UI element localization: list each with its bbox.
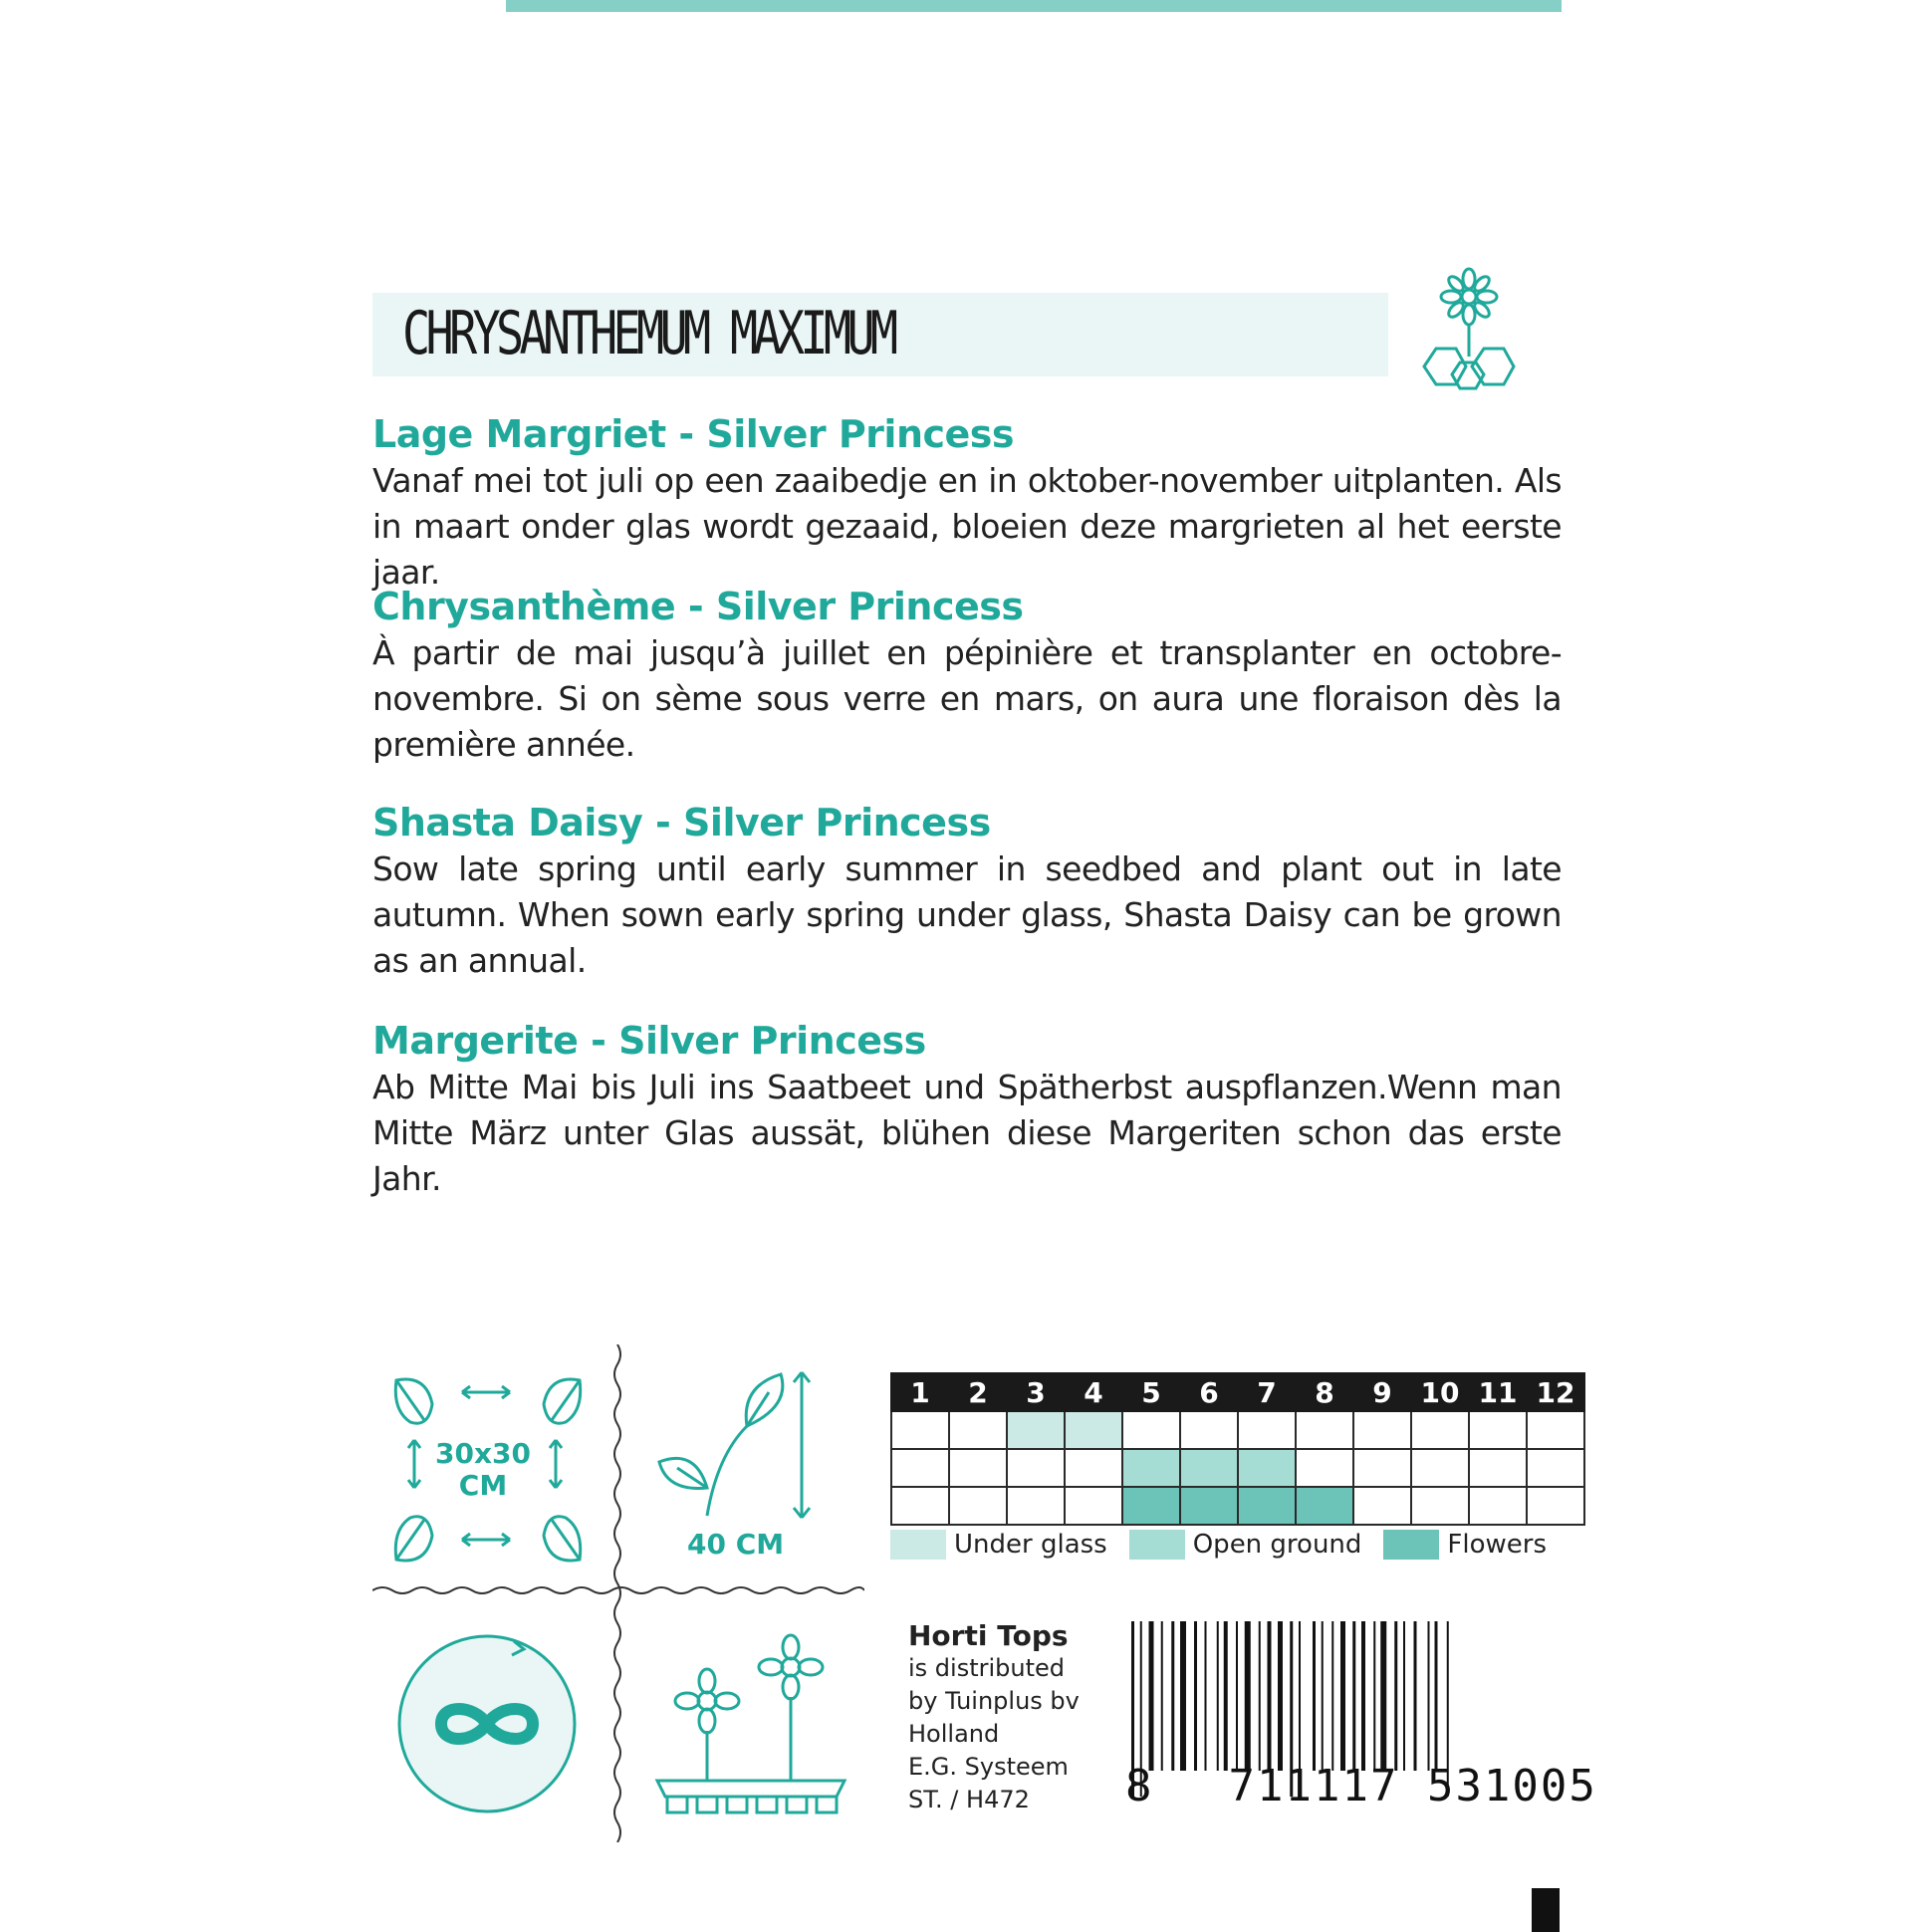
calendar-cell: [1411, 1487, 1469, 1525]
calendar-cell: [1238, 1449, 1296, 1487]
section-title: Lage Margriet - Silver Princess: [372, 412, 1015, 456]
flower-tray-icon: [653, 1621, 848, 1816]
barcode-group1: 711117: [1228, 1761, 1399, 1811]
legend-open-ground: [1129, 1530, 1362, 1560]
calendar-cell: [1065, 1487, 1122, 1525]
section-body: À partir de mai jusqu’à juillet en pépinière et transplanter en octobre-novembre. Si on sème sous verre en mars, on aura une floraison dès la première année.: [372, 633, 1562, 764]
calendar-month-header: 8: [1296, 1373, 1353, 1411]
calendar-cell: [1238, 1411, 1296, 1449]
legend-label: Flowers: [1447, 1530, 1548, 1560]
distributor-brand: Horti Tops: [908, 1619, 1069, 1652]
calendar-cell: [1122, 1411, 1180, 1449]
section-body: Ab Mitte Mai bis Juli ins Saatbeet und Spätherbst auspflanzen.Wenn man Mitte März unter Glas aussät, blühen diese Margeriten schon das erste Jahr.: [372, 1068, 1562, 1198]
calendar-cell: [1296, 1449, 1353, 1487]
barcode-bar: [1259, 1621, 1261, 1771]
barcode-bar: [1299, 1621, 1301, 1771]
print-mark: [1532, 1888, 1560, 1932]
calendar-cell: [891, 1487, 949, 1525]
legend-label: Under glass: [954, 1530, 1107, 1560]
barcode-bar: [1194, 1621, 1197, 1771]
barcode-bar: [1205, 1621, 1207, 1771]
barcode-bar: [1414, 1621, 1417, 1771]
legend-swatch: [1129, 1530, 1185, 1560]
barcode-group2: 531005: [1426, 1761, 1597, 1811]
section-body: Sow late spring until early summer in seedbed and plant out in late autumn. When sown early spring under glass, Shasta Daisy can be grown as an annual.: [372, 849, 1562, 980]
section-english: [372, 799, 1562, 984]
barcode-bar: [1361, 1621, 1365, 1771]
barcode-bar: [1268, 1621, 1272, 1771]
latin-name: CHRYSANTHEMUM MAXIMUM: [402, 299, 894, 368]
legend-swatch: [890, 1530, 946, 1560]
calendar-month-header: 6: [1180, 1373, 1238, 1411]
calendar-cell: [1527, 1449, 1584, 1487]
calendar-cell: [1065, 1411, 1122, 1449]
calendar-cell: [1296, 1411, 1353, 1449]
height-label: 40 CM: [687, 1528, 785, 1561]
calendar-cell: [1527, 1411, 1584, 1449]
calendar-cell: [1180, 1449, 1238, 1487]
legend-flowers: [1383, 1530, 1547, 1560]
section-body: Vanaf mei tot juli op een zaaibedje en in oktober-november uitplanten. Als in maart onder glas wordt gezaaid, bloeien deze margrieten al het eerste jaar.: [372, 461, 1562, 592]
calendar-cell: [1411, 1449, 1469, 1487]
distributor-line: E.G. Systeem: [908, 1753, 1069, 1781]
calendar-month-header: 9: [1353, 1373, 1411, 1411]
barcode-bar: [1224, 1621, 1228, 1771]
calendar-row: [891, 1411, 1584, 1449]
barcode-bar: [1322, 1621, 1324, 1771]
calendar-cell: [1180, 1411, 1238, 1449]
calendar-cell: [1353, 1487, 1411, 1525]
calendar-cell: [1469, 1487, 1527, 1525]
legend-label: Open ground: [1192, 1530, 1362, 1560]
calendar-month-header: 7: [1238, 1373, 1296, 1411]
barcode-bar: [1236, 1621, 1238, 1771]
plant-pot-icon: [1414, 267, 1524, 396]
calendar-month-header: 4: [1065, 1373, 1122, 1411]
distributor-line: ST. / H472: [908, 1786, 1030, 1813]
spacing-label: [428, 1438, 538, 1502]
barcode-bar: [1180, 1621, 1186, 1771]
section-german: [372, 1017, 1562, 1202]
calendar-cell: [1353, 1449, 1411, 1487]
barcode-bar: [1403, 1621, 1405, 1771]
calendar-cell: [1411, 1411, 1469, 1449]
calendar-month-header: 1: [891, 1373, 949, 1411]
calendar-cell: [1065, 1449, 1122, 1487]
calendar-cell: [1007, 1411, 1065, 1449]
barcode-bar: [1380, 1621, 1386, 1771]
barcode-bar: [1161, 1621, 1163, 1771]
barcode-bar: [1171, 1621, 1174, 1771]
barcode-bar: [1278, 1621, 1283, 1771]
top-color-bar: [506, 0, 1562, 12]
calendar-month-header: 5: [1122, 1373, 1180, 1411]
barcode-bar: [1373, 1621, 1375, 1771]
calendar-legend: [890, 1530, 1547, 1560]
legend-swatch: [1383, 1530, 1439, 1560]
calendar-cell: [891, 1411, 949, 1449]
calendar-cell: [1122, 1449, 1180, 1487]
calendar-month-header: 11: [1469, 1373, 1527, 1411]
distributor-line: by Tuinplus bv: [908, 1687, 1080, 1715]
section-title: Margerite - Silver Princess: [372, 1019, 926, 1063]
barcode-bar: [1340, 1621, 1345, 1771]
barcode-bar: [1331, 1621, 1333, 1771]
height-seedling-icon: [657, 1368, 827, 1528]
calendar-cell: [949, 1449, 1007, 1487]
distributor-line: Holland: [908, 1720, 1000, 1748]
calendar-header-row: [891, 1373, 1584, 1411]
barcode-bar: [1149, 1621, 1154, 1771]
calendar-cell: [949, 1411, 1007, 1449]
section-title: Shasta Daisy - Silver Princess: [372, 801, 991, 845]
perennial-infinity-icon: [394, 1629, 580, 1814]
sowing-calendar: [890, 1372, 1585, 1526]
calendar-cell: [1469, 1411, 1527, 1449]
calendar-cell: [1527, 1487, 1584, 1525]
spacing-label-line1: 30x30: [435, 1437, 531, 1470]
distributor-info: [908, 1619, 1080, 1816]
section-dutch: [372, 410, 1562, 596]
barcode-first-digit: 8: [1125, 1761, 1154, 1811]
calendar-cell: [891, 1449, 949, 1487]
calendar-cell: [1353, 1411, 1411, 1449]
calendar-row: [891, 1487, 1584, 1525]
barcode-bar: [1352, 1621, 1355, 1771]
calendar-month-header: 2: [949, 1373, 1007, 1411]
calendar-row: [891, 1449, 1584, 1487]
calendar-cell: [1007, 1449, 1065, 1487]
calendar-cell: [1122, 1487, 1180, 1525]
barcode-bar: [1394, 1621, 1397, 1771]
calendar-cell: [1007, 1487, 1065, 1525]
legend-under-glass: [890, 1530, 1107, 1560]
calendar-month-header: 3: [1007, 1373, 1065, 1411]
distributor-line: is distributed: [908, 1654, 1066, 1682]
calendar-month-header: 12: [1527, 1373, 1584, 1411]
barcode-bar: [1428, 1621, 1430, 1771]
spacing-label-line2: CM: [458, 1469, 508, 1502]
calendar-cell: [1296, 1487, 1353, 1525]
section-title: Chrysanthème - Silver Princess: [372, 585, 1024, 628]
barcode-bar: [1313, 1621, 1316, 1771]
section-french: [372, 583, 1562, 768]
calendar-month-header: 10: [1411, 1373, 1469, 1411]
wavy-divider-horizontal: [372, 1583, 864, 1597]
calendar-cell: [949, 1487, 1007, 1525]
barcode-digits: [1125, 1761, 1597, 1811]
barcode-bar: [1245, 1621, 1251, 1771]
barcode-bar: [1435, 1621, 1438, 1771]
barcode-bar: [1217, 1621, 1219, 1771]
calendar-cell: [1180, 1487, 1238, 1525]
calendar-cell: [1469, 1449, 1527, 1487]
calendar-cell: [1238, 1487, 1296, 1525]
